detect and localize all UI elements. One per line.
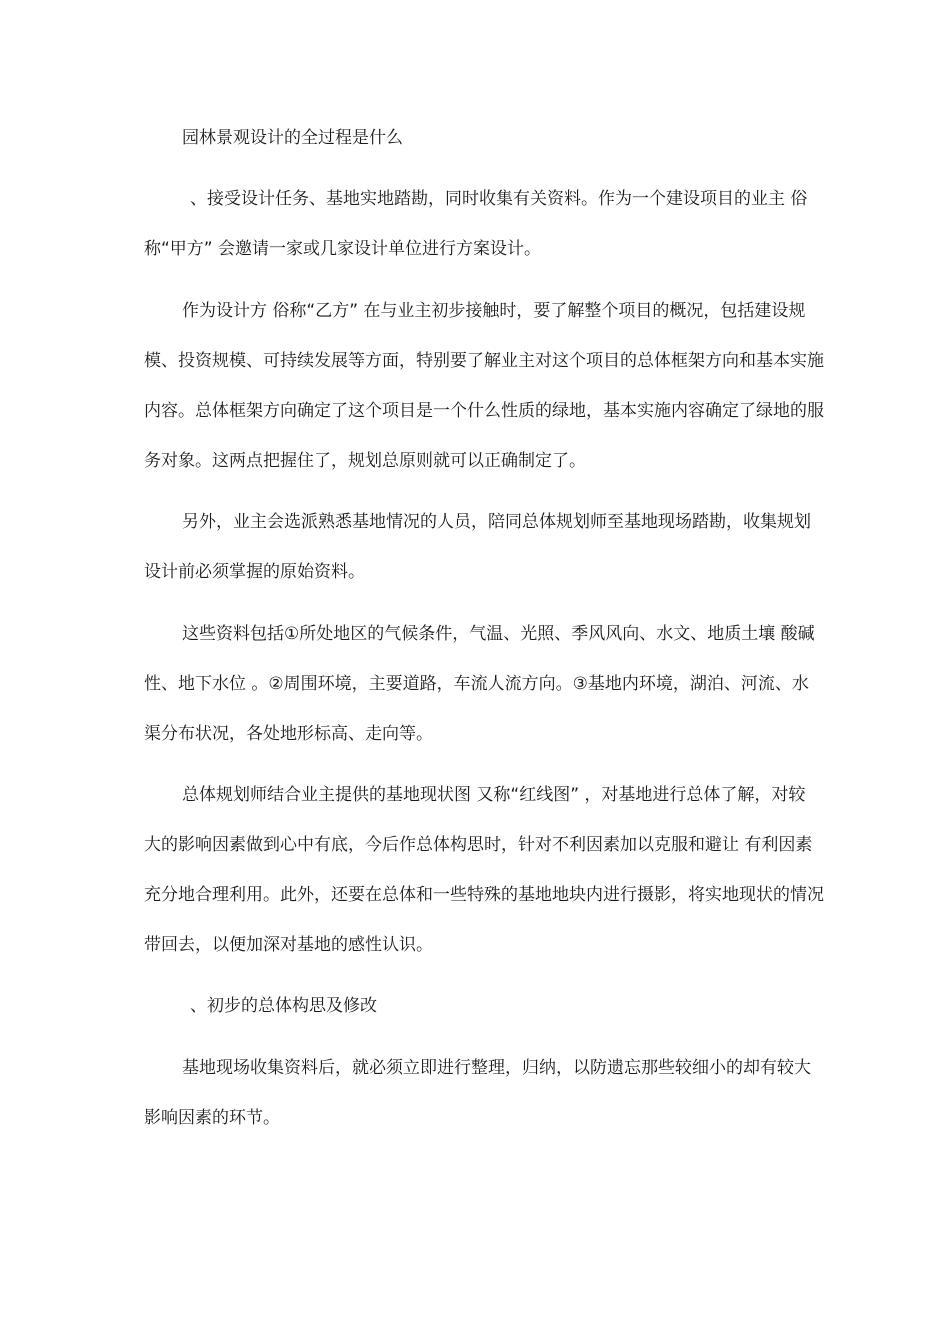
paragraph-line: 渠分布状况，各处地形标高、走向等。: [144, 724, 433, 744]
paragraph-4: [144, 770, 824, 970]
paragraph-5: [144, 1043, 810, 1143]
paragraph-line: 影响因素的环节。: [144, 1108, 280, 1128]
paragraph-line: 内容。总体框架方向确定了这个项目是一个什么性质的绿地，基本实施内容确定了绿地的服: [144, 401, 824, 421]
paragraph-line: 总体规划师结合业主提供的基地现状图 又称“红线图” ，对基地进行总体了解，对较: [182, 785, 806, 805]
paragraph-line: 充分地合理利用。此外，还要在总体和一些特殊的基地地块内进行摄影，将实地现状的情况: [144, 885, 824, 905]
section1-heading-line: 、接受设计任务、基地实地踏勘，同时收集有关资料。作为一个建设项目的业主 俗: [190, 189, 808, 209]
section1-heading: [144, 174, 810, 274]
paragraph-line: 设计前必须掌握的原始资料。: [144, 562, 365, 582]
paragraph-line: 基地现场收集资料后，就必须立即进行整理，归纳，以防遗忘那些较细小的却有较大: [182, 1058, 811, 1078]
paragraph-line: 作为设计方 俗称“乙方” 在与业主初步接触时，要了解整个项目的概况，包括建设规: [182, 301, 806, 321]
section1-heading-line-cont: 称“甲方” 会邀请一家或几家设计单位进行方案设计。: [144, 239, 542, 259]
section2-heading-line: 、初步的总体构思及修改: [190, 996, 377, 1016]
document-title: [182, 113, 848, 163]
paragraph-3: [144, 609, 815, 759]
paragraph-2: [144, 497, 810, 597]
paragraph-line: 性、地下水位 。②周围环境，主要道路，车流人流方向。③基地内环境，湖泊、河流、水: [144, 674, 809, 694]
paragraph-line: 另外，业主会选派熟悉基地情况的人员，陪同总体规划师至基地现场踏勘，收集规划: [182, 512, 811, 532]
paragraph-line: 带回去，以便加深对基地的感性认识。: [144, 935, 433, 955]
paragraph-line: 务对象。这两点把握住了，规划总原则就可以正确制定了。: [144, 451, 586, 471]
paragraph-line: 模、投资规模、可持续发展等方面，特别要了解业主对这个项目的总体框架方向和基本实施: [144, 351, 824, 371]
title-line: 园林景观设计的全过程是什么: [182, 128, 403, 148]
paragraph-line: 大的影响因素做到心中有底，今后作总体构思时，针对不利因素加以克服和避让 有利因素: [144, 835, 813, 855]
paragraph-1: [144, 286, 824, 486]
paragraph-line: 这些资料包括①所处地区的气候条件，气温、光照、季风风向、水文、地质土壤 酸碱: [182, 624, 815, 644]
section2-heading: [144, 981, 810, 1031]
